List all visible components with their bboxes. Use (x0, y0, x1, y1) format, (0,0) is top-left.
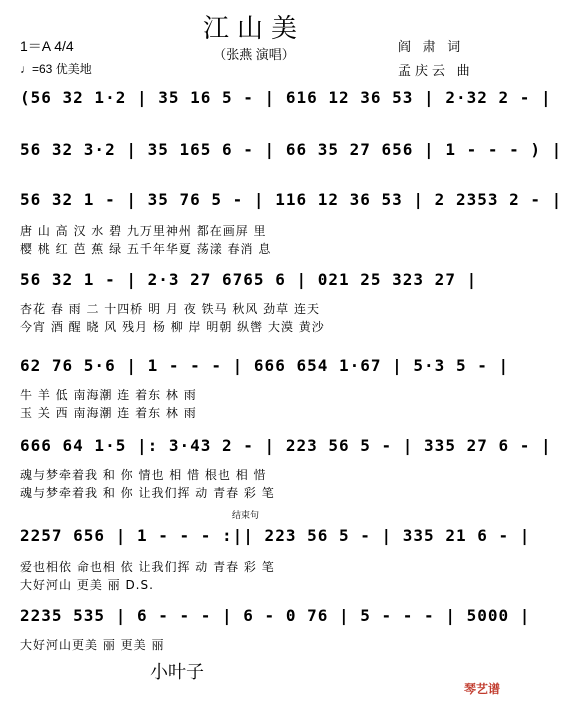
score-row-5: 62 76 5·6 | 1 - - - | 666 654 1·67 | 5·3 5 - | (20, 356, 510, 375)
score-row-7: 2257 656 | 1 - - - :|| 223 56 5 - | 335 21 6 - | (20, 526, 531, 545)
score-row-3: 56 32 1 - | 35 76 5 - | 116 12 36 53 | 2 2353 2 - | (20, 190, 562, 209)
score-row-6: 666 64 1·5 |: 3·43 2 - | 223 56 5 - | 335 27 6 - | (20, 436, 552, 455)
song-title: 江山美 (202, 14, 305, 44)
lyricist: 阎 肃 词 (398, 39, 465, 54)
signature: 小叶子 (150, 662, 204, 683)
lyric-row-7-verse-2: 大好河山 更美 丽 D.S. (20, 578, 154, 592)
score-row-8: 2235 535 | 6 - - - | 6 - 0 76 | 5 - - - | 5000 | (20, 606, 531, 625)
score-row-2: 56 32 3·2 | 35 165 6 - | 66 35 27 656 | 1 - - - ) | (20, 140, 562, 159)
lyric-row-8-verse-1: 大好河山更美 丽 更美 丽 (20, 638, 165, 652)
lyric-row-6-verse-2: 魂与梦牵着我 和 你 让我们挥 动 青春 彩 笔 (20, 486, 275, 500)
lyric-row-7-verse-1: 爱也相依 命也相 依 让我们挥 动 青春 彩 笔 (20, 560, 275, 574)
lyric-row-5-verse-2: 玉 关 西 南海潮 连 着东 林 雨 (20, 406, 197, 420)
lyric-row-3-verse-1: 唐 山 高 汉 水 碧 九万里神州 都在画屏 里 (20, 224, 267, 238)
composer: 孟庆云 曲 (398, 63, 474, 78)
lyric-row-5-verse-1: 牛 羊 低 南海潮 连 着东 林 雨 (20, 388, 197, 402)
ending-section-marker: 结束句 (232, 510, 260, 520)
performer: （张燕 演唱） (213, 47, 295, 62)
lyric-row-4-verse-1: 杏花 春 雨 二 十四桥 明 月 夜 铁马 秋风 劲草 连天 (20, 302, 320, 316)
score-row-1: (56 32 1·2 | 35 16 5 - | 616 12 36 53 | 2·32 2 - | (20, 88, 552, 107)
lyric-row-6-verse-1: 魂与梦牵着我 和 你 情也 相 惜 根也 相 惜 (20, 468, 267, 482)
lyric-row-3-verse-2: 樱 桃 红 芭 蕉 绿 五千年华夏 荡漾 春消 息 (20, 242, 272, 256)
score-row-4: 56 32 1 - | 2·3 27 6765 6 | 021 25 323 27 | (20, 270, 478, 289)
key-signature: 1＝A 4/4 (20, 38, 74, 54)
site-logo: 琴艺谱 (463, 682, 500, 696)
tempo-marking: ♩=63 优美地 (20, 62, 92, 76)
lyric-row-4-verse-2: 今宵 酒 醒 晓 风 残月 杨 柳 岸 明朝 纵辔 大漠 黄沙 (20, 320, 325, 334)
